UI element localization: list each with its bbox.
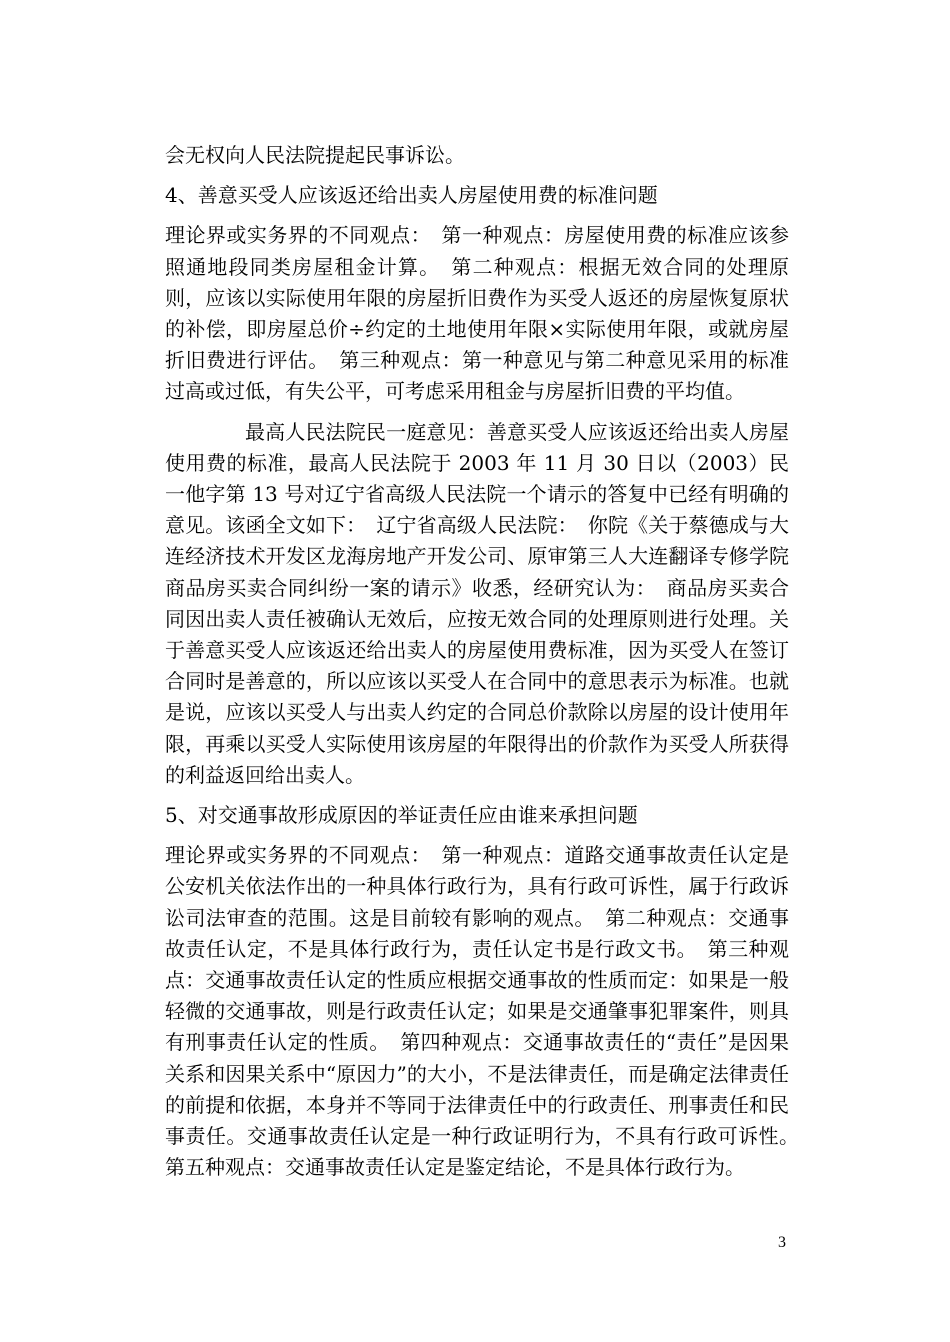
paragraph-views-5: 理论界或实务界的不同观点： 第一种观点：道路交通事故责任认定是公安机关依法作出的一种具体行政行为，具有行政可诉性，属于行政诉讼司法审查的范围。这是目前较有影响的观点。 第二种观点：交通事故责任认定，不是具体行政行为，责任认定书是行政文书。 第三种观点：交通事故责任认定的性质应根据交通事故的性质而定：如果是一般轻微的交通事故，则是行政责任认定；如果是交通肇事犯罪案件，则具有刑事责任认定的性质。 第四种观点：交通事故责任的“责任”是因果关系和因果关系中“原因力”的大小，不是法律责任，而是确定法律责任的前提和依据，本身并不等同于法律责任中的行政责任、刑事责任和民事责任。交通事故责任认定是一种行政证明行为，不具有行政可诉性。 第五种观点：交通事故责任认定是鉴定结论，不是具体行政行为。 (165, 843, 809, 1180)
page-number: 3 (778, 1234, 786, 1251)
paragraph-court-opinion: 最高人民法院民一庭意见：善意买受人应该返还给出卖人房屋使用费的标准，最高人民法院于 2003 年 11 月 30 日以（2003）民一他字第 13 号对辽宁省高级人民法院一个请示的答复中已经有明确的意见。该函全文如下： 辽宁省高级人民法院： 你院《关于蔡德成与大连经济技术开发区龙海房地产开发公司、原审第三人大连翻译专修学院商品房买卖合同纠纷一案的请示》收悉，经研究认为： 商品房买卖合同因出卖人责任被确认无效后，应按无效合同的处理原则进行处理。关于善意买受人应该返还给出卖人的房屋使用费标准，因为买受人在签订合同时是善意的，所以应该以买受人在合同中的意思表示为标准。也就是说，应该以买受人与出卖人约定的合同总价款除以房屋的设计使用年限，再乘以买受人实际使用该房屋的年限得出的价款作为买受人所获得的利益返回给出卖人。 (165, 419, 789, 787)
paragraph-continuation: 会无权向人民法院提起民事诉讼。 (165, 143, 465, 167)
section-heading-5: 5、对交通事故形成原因的举证责任应由谁来承担问题 (165, 803, 638, 828)
document-body (165, 140, 809, 1184)
section-heading-4: 4、善意买受人应该返还给出卖人房屋使用费的标准问题 (165, 183, 658, 208)
paragraph-views-4: 理论界或实务界的不同观点： 第一种观点：房屋使用费的标准应该参照通地段同类房屋租金计算。 第二种观点：根据无效合同的处理原则，应该以实际使用年限的房屋折旧费作为买受人返还的房屋恢复原状的补偿，即房屋总价÷约定的土地使用年限×实际使用年限，或就房屋折旧费进行评估。 第三种观点：第一种意见与第二种意见采用的标准过高或过低，有失公平，可考虑采用租金与房屋折旧费的平均值。 (165, 223, 789, 404)
